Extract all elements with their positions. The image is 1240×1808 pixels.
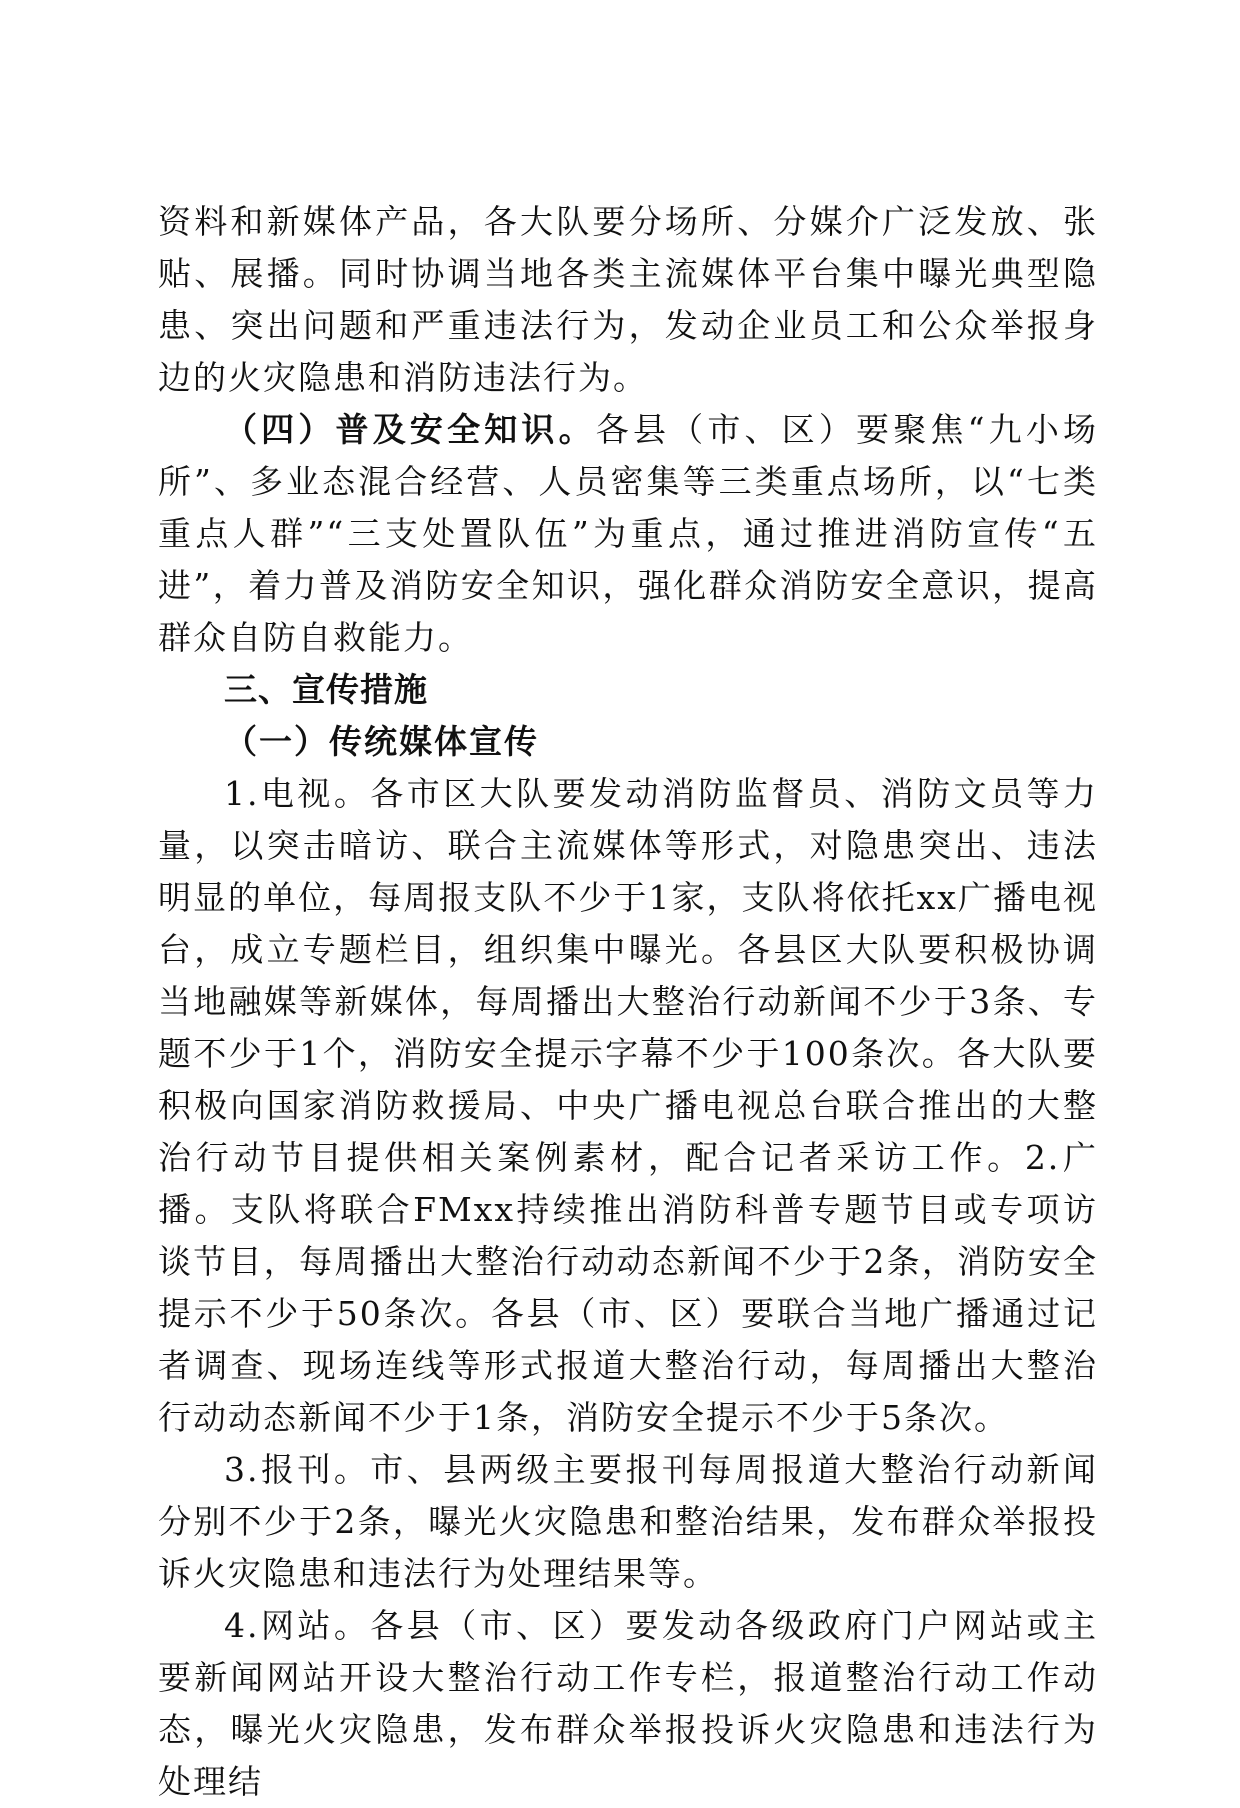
- paragraph-safety-knowledge: [158, 404, 1098, 664]
- paragraph-safety-knowledge-body: 各县（市、区）要聚焦“九小场所”、多业态混合经营、人员密集等三类重点场所，以“七类重点人群”“三支处置队伍”为重点，通过推进消防宣传“五进”，着力普及消防安全知识，强化群众消防安全意识，提高群众自防自救能力。: [158, 410, 1098, 657]
- paragraph-newspapers: 3.报刊。市、县两级主要报刊每周报道大整治行动新闻分别不少于2条，曝光火灾隐患和整治结果，发布群众举报投诉火灾隐患和违法行为处理结果等。: [158, 1450, 1098, 1593]
- paragraph-tv-radio: 1.电视。各市区大队要发动消防监督员、消防文员等力量，以突击暗访、联合主流媒体等形式，对隐患突出、违法明显的单位，每周报支队不少于1家，支队将依托xx广播电视台，成立专题栏目，组织集中曝光。各县区大队要积极协调当地融媒等新媒体，每周播出大整治行动新闻不少于3条、专题不少于1个，消防安全提示字幕不少于100条次。各大队要积极向国家消防救援局、中央广播电视总台联合推出的大整治行动节目提供相关案例素材，配合记者采访工作。2.广播。支队将联合FMxx持续推出消防科普专题节目或专项访谈节目，每周播出大整治行动动态新闻不少于2条，消防安全提示不少于50条次。各县（市、区）要联合当地广播通过记者调查、现场连线等形式报道大整治行动，每周播出大整治行动动态新闻不少于1条，消防安全提示不少于5条次。: [158, 774, 1098, 1437]
- paragraph-lead-safety-knowledge: （四）普及安全知识。: [224, 410, 596, 449]
- paragraph-websites: 4.网站。各县（市、区）要发动各级政府门户网站或主要新闻网站开设大整治行动工作专栏，报道整治行动工作动态，曝光火灾隐患，发布群众举报投诉火灾隐患和违法行为处理结: [158, 1606, 1098, 1801]
- document-body: [158, 196, 1098, 1808]
- section-title-publicity-measures: 三、宣传措施: [224, 670, 428, 709]
- paragraph-media-exposure: 资料和新媒体产品，各大队要分场所、分媒介广泛发放、张贴、展播。同时协调当地各类主流媒体平台集中曝光典型隐患、突出问题和严重违法行为，发动企业员工和公众举报身边的火灾隐患和消防违法行为。: [158, 202, 1098, 397]
- subsection-title-traditional-media: （一）传统媒体宣传: [224, 722, 539, 761]
